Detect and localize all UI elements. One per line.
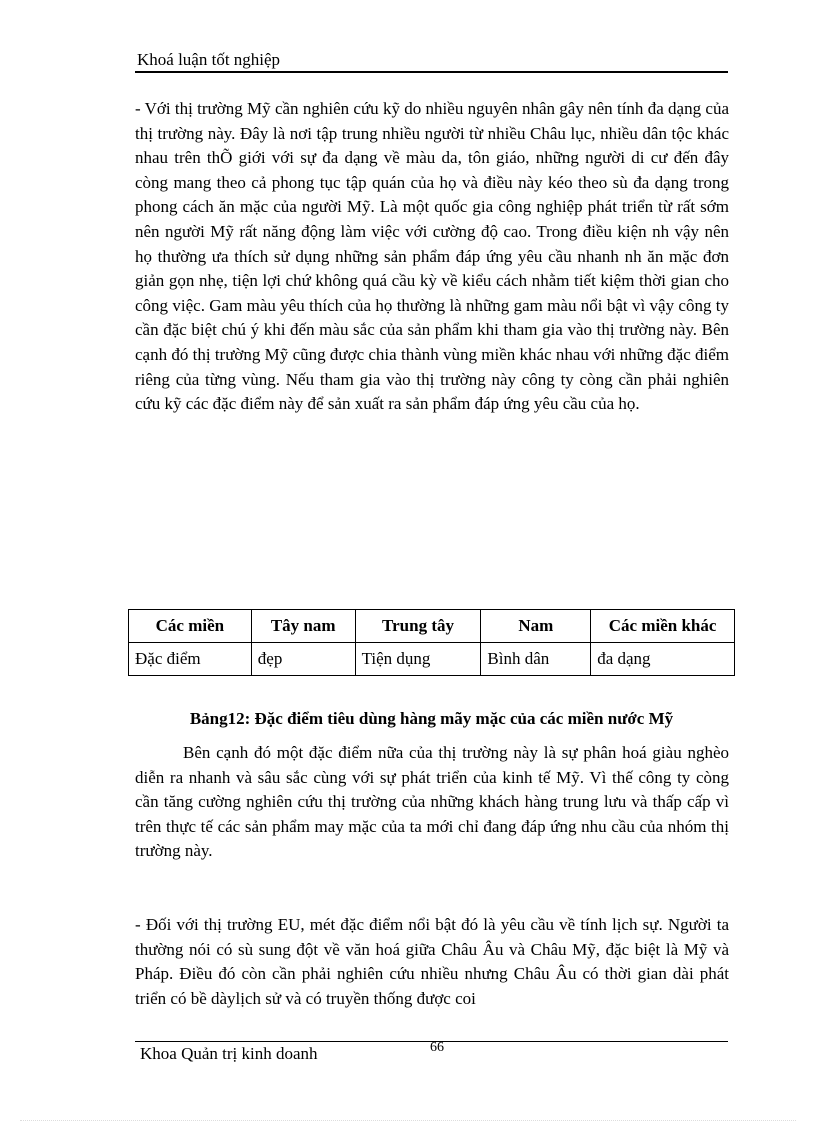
table-header-cell: Nam <box>481 610 591 643</box>
table-row <box>129 643 735 676</box>
header-divider <box>135 71 728 73</box>
table-cell: đẹp <box>251 643 355 676</box>
paragraph-wealth-gap: Bên cạnh đó một đặc điểm nữa của thị trường này là sự phân hoá giàu nghèo diễn ra nhanh và sâu sắc cùng với sự phát triển của kinh tế Mỹ. Vì thế công ty còng cần tăng cường nghiên cứu thị trường của những khách hàng trung lưu và thấp cấp vì trên thực tế các sản phẩm may mặc của ta mới chỉ đang đáp ứng nhu cầu của nhóm thị trường này. <box>135 743 729 861</box>
table-cell: đa dạng <box>591 643 735 676</box>
page-number: 66 <box>430 1040 444 1055</box>
table-cell: Tiện dụng <box>355 643 481 676</box>
table-cell: Bình dân <box>481 643 591 676</box>
paragraph-us-market: - Với thị trường Mỹ cần nghiên cứu kỹ do nhiều nguyên nhân gây nên tính đa dạng của thị trường này. Đây là nơi tập trung nhiều người từ nhiều Châu lục, nhiều dân tộc khác nhau trên thÕ giới với sự đa dạng về màu da, tôn giáo, những người di cư đến đây còng mang theo cả phong tục tập quán của họ và điều này kéo theo sù đa dạng trong phong cách ăn mặc của người Mỹ. Là một quốc gia công nghiệp phát triển từ rất sớm nên người Mỹ rất năng động làm việc với cường độ cao. Trong điều kiện nh vậy nên họ thường ưa thích sử dụng những sản phẩm đáp ứng yêu cầu nhanh nh ăn mặc đơn giản gọn nhẹ, tiện lợi chứ không quá cầu kỳ về kiểu cách nhằm tiết kiệm thời gian cho công việc. Gam màu yêu thích của họ thường là những gam màu nổi bật vì vậy công ty cần đặc biệt chú ý khi đến màu sắc của sản phẩm khi tham gia vào thị trường này. Bên cạnh đó thị trường Mỹ cũng được chia thành vùng miền khác nhau với những đặc điểm riêng của từng vùng. Nếu tham gia vào thị trường này công ty còng cần phải nghiên cứu kỹ các đặc điểm này để sản xuất ra sản phẩm đáp ứng yêu cầu của họ. <box>135 99 729 414</box>
paragraph-eu-market: - Đối với thị trường EU, mét đặc điểm nổi bật đó là yêu cầu về tính lịch sự. Người ta thường nói có sù sung đột về văn hoá giữa Châu Âu và Châu Mỹ, đặc biệt là Mỹ và Pháp. Điều đó còn cần phải nghiên cứu nhiều nhưng Châu Âu có thời gian dài phát triển có bề dàylịch sử và có truyền thống được coi <box>135 915 729 1008</box>
table-caption: Bảng12: Đặc điểm tiêu dùng hàng mãy mặc của các miền nước Mỹ <box>189 709 674 728</box>
table-cell: Đặc điểm <box>129 643 252 676</box>
page-header-title: Khoá luận tốt nghiệp <box>137 50 281 69</box>
table-header-cell: Các miền <box>129 610 252 643</box>
table-header-row <box>129 610 735 643</box>
table-header-cell: Tây nam <box>251 610 355 643</box>
page-bottom-edge <box>20 1120 796 1121</box>
table-header-cell: Trung tây <box>355 610 481 643</box>
footer-department: Khoa Quản trị kinh doanh <box>140 1044 318 1063</box>
regions-table <box>128 609 735 676</box>
table-header-cell: Các miền khác <box>591 610 735 643</box>
